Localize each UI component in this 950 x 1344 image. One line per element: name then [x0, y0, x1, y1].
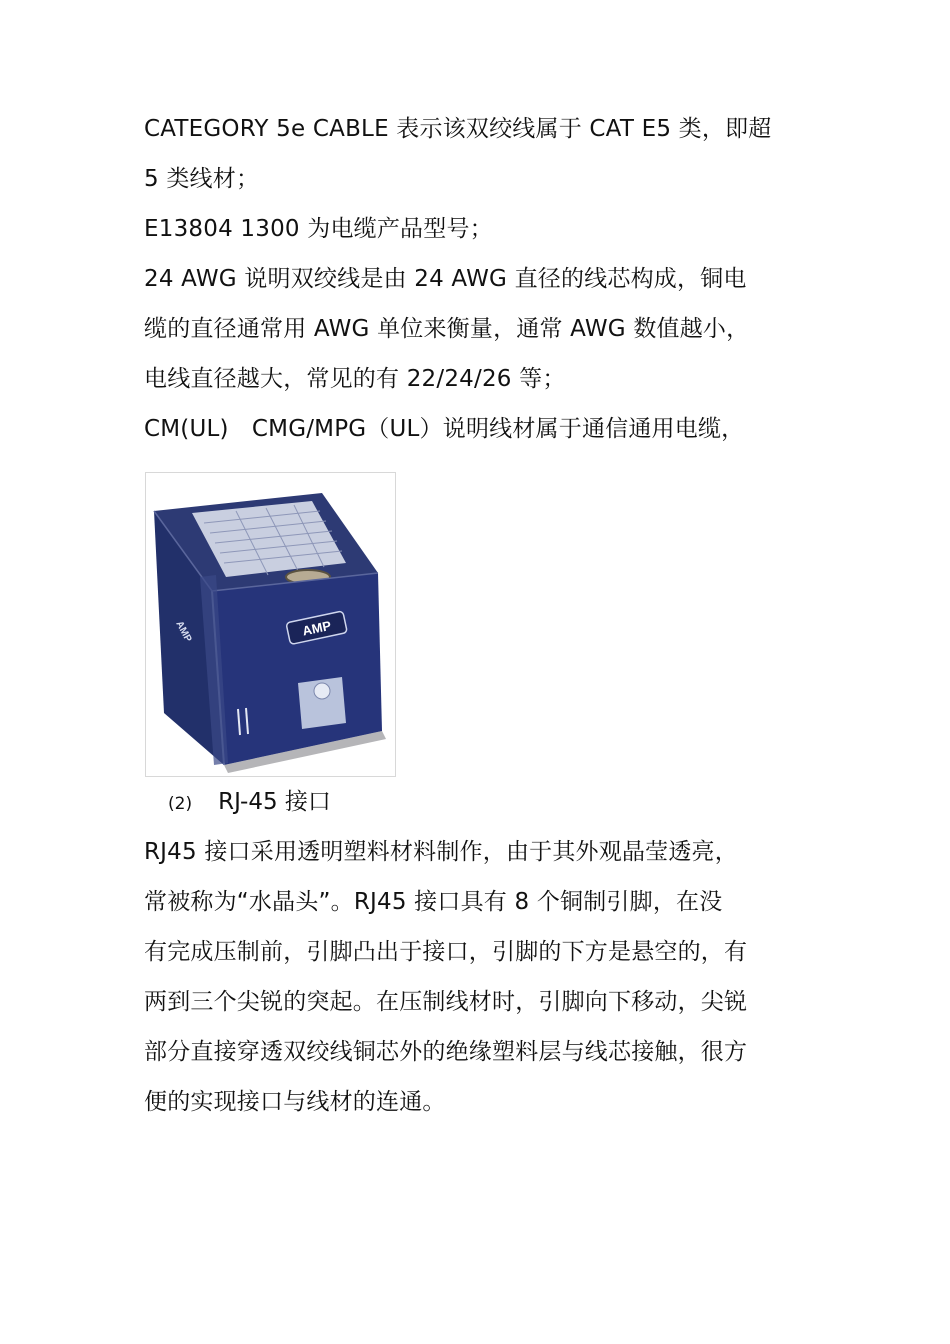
- paragraph1-line-1: CATEGORY 5e CABLE 表示该双绞线属于 CAT E5 类，即超: [144, 116, 772, 142]
- paragraph2-line-3: 有完成压制前，引脚凸出于接口，引脚的下方是悬空的，有: [144, 939, 748, 965]
- box-logo: AMP: [301, 617, 333, 639]
- paragraph2-line-1: RJ45 接口采用透明塑料材料制作，由于其外观晶莹透亮，: [144, 839, 738, 865]
- paragraph2-line-5: 部分直接穿透双绞线铜芯外的绝缘塑料层与线芯接触，很方: [144, 1039, 748, 1065]
- paragraph1-line-3: E13804 1300 为电缆产品型号；: [144, 216, 493, 242]
- cable-box-image: [145, 472, 396, 777]
- paragraph2-line-6: 便的实现接口与线材的连通。: [144, 1089, 446, 1115]
- paragraph2-line-2: 常被称为“水晶头”。RJ45 接口具有 8 个铜制引脚，在没: [144, 889, 723, 915]
- paragraph1-line-2: 5 类线材；: [144, 166, 260, 192]
- paragraph2-line-4: 两到三个尖锐的突起。在压制线材时，引脚向下移动，尖锐: [144, 989, 748, 1015]
- paragraph1-line-6: 电线直径越大，常见的有 22/24/26 等；: [144, 366, 566, 392]
- caption-text: RJ-45 接口: [218, 789, 331, 815]
- svg-text:AMP: AMP: [173, 619, 194, 645]
- paragraph1-line-7: CM(UL) CMG/MPG（UL）说明线材属于通信通用电缆，: [144, 416, 745, 442]
- paragraph1-line-4: 24 AWG 说明双绞线是由 24 AWG 直径的线芯构成，铜电: [144, 266, 747, 292]
- paragraph1-line-5: 缆的直径通常用 AWG 单位来衡量，通常 AWG 数值越小，: [144, 316, 750, 342]
- cable-box-photo-icon: [146, 473, 395, 776]
- caption-number: (2): [168, 794, 193, 814]
- figure-caption: [168, 787, 331, 819]
